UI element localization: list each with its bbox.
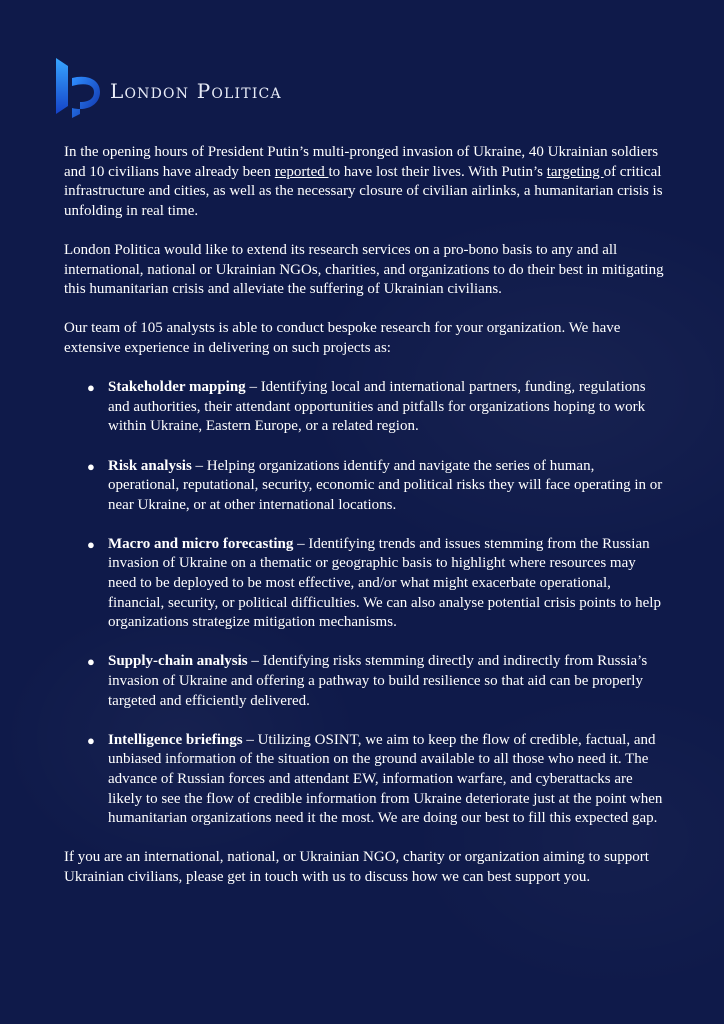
bullet-icon: ● <box>87 732 95 748</box>
service-title: Risk analysis <box>108 457 192 474</box>
london-politica-logo-icon <box>54 56 102 120</box>
service-title: Intelligence briefings <box>108 731 243 748</box>
service-description: – Identifying risks stemming directly and indirectly from Russia’s invasion of Ukraine and offering a pathway to build resilience so that aid can be properly targeted and efficiently delivered. <box>108 653 648 709</box>
intro-text-2: to have lost their lives. With Putin’s <box>328 163 547 180</box>
list-item <box>87 535 664 633</box>
reported-link[interactable]: reported <box>274 163 329 180</box>
team-paragraph: Our team of 105 analysts is able to conduct bespoke research for your organization. We have extensive experience in delivering on such projects as: <box>64 320 621 356</box>
logo <box>54 56 282 120</box>
service-description: – Identifying local and international partners, funding, regulations and authorities, their attendant opportunities and pitfalls for organizations hoping to work within Ukraine, Eastern Europe, or a related region. <box>108 379 646 435</box>
service-description: – Helping organizations identify and navigate the series of human, operational, reputational, security, economic and political risks they will face operating in or near Ukraine, or at other international locations. <box>108 457 663 513</box>
list-item <box>87 652 664 711</box>
service-title: Stakeholder mapping <box>108 379 246 396</box>
list-item <box>87 731 664 829</box>
service-title: Macro and micro forecasting <box>108 535 294 552</box>
list-item <box>87 457 664 516</box>
service-description: – Utilizing OSINT, we aim to keep the flow of credible, factual, and unbiased information of the situation on the ground available to all those who need it. The advance of Russian forces and attendant EW, information warfare, and cyberattacks are likely to see the flow of credible information from Ukraine deteriorate just at the point when humanitarian organizations need it the most. We are doing our best to fill this expected gap. <box>108 731 663 827</box>
service-description: – Identifying trends and issues stemming from the Russian invasion of Ukraine on a thematic or geographic basis to highlight where resources may need to be deployed to be most effective, and/or what might exacerbate operational, financial, security, or political difficulties. We can also analyse potential crisis points to help organizations strategize mitigation mechanisms. <box>108 535 661 631</box>
intro-paragraph <box>64 143 664 221</box>
closing-paragraph: If you are an international, national, or Ukrainian NGO, charity or organization aiming to support Ukrainian civilians, please get in touch with us to discuss how we can best support you. <box>64 849 649 885</box>
bullet-icon: ● <box>87 536 95 552</box>
bullet-icon: ● <box>87 380 95 396</box>
offer-paragraph: London Politica would like to extend its research services on a pro-bono basis to any and all international, national or Ukrainian NGOs, charities, and organizations to do their best in mitigating this humanitarian crisis and alleviate the suffering of Ukrainian civilians. <box>64 241 664 298</box>
letter-body <box>64 143 664 907</box>
service-title: Supply-chain analysis <box>108 653 248 670</box>
bullet-icon: ● <box>87 458 95 474</box>
targeting-link[interactable]: targeting <box>546 163 604 180</box>
bullet-icon: ● <box>87 654 95 670</box>
services-list <box>64 378 664 829</box>
brand-name: London Politica <box>110 79 282 103</box>
list-item <box>87 378 664 437</box>
intro-text-3: of critical infrastructure and cities, as well as the necessary closure of civilian airlinks, a humanitarian crisis is unfolding in real time. <box>64 163 663 219</box>
intro-text-1: In the opening hours of President Putin’s multi-pronged invasion of Ukraine, 40 Ukrainian soldiers and 10 civilians have already been <box>64 144 659 180</box>
